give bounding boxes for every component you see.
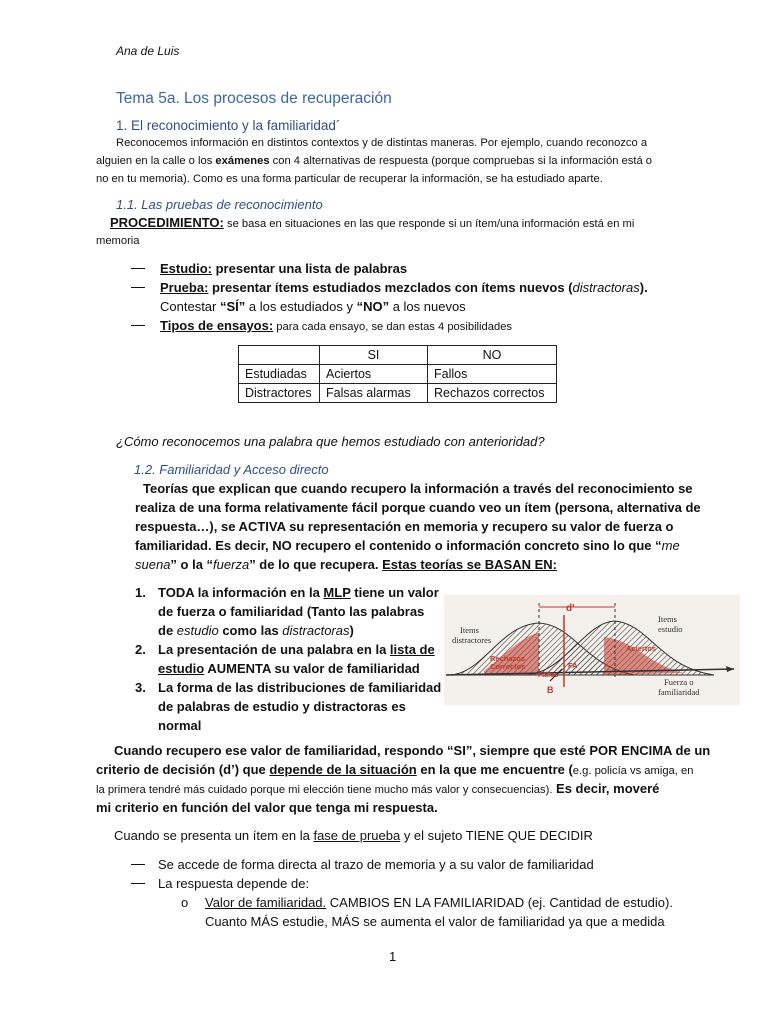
table-header-cell: NO (428, 346, 557, 365)
trial-types-table (238, 345, 557, 403)
list-item-3-line-1: La forma de las distribuciones de familiaridad (158, 680, 442, 695)
section-1-line-2: alguien en la calle o los exámenes con 4 alternativas de respuesta (porque compruebas si la información está o (96, 155, 652, 167)
para2-line-4: mi criterio en función del valor que tenga mi respuesta. (96, 800, 438, 815)
bullet-estudio: Estudio: presentar una lista de palabras (160, 261, 408, 276)
page-number: 1 (389, 949, 397, 964)
axis-label: Fuerza o (664, 677, 694, 687)
table-header-cell (239, 346, 320, 365)
list-item-3-line-3: normal (158, 718, 202, 733)
sub-bullet-valor: Valor de familiaridad. CAMBIOS EN LA FAMILIARIDAD (ej. Cantidad de estudio). (205, 895, 673, 910)
aciertos-label: Aciertos (626, 644, 657, 653)
items-estudio-label: Items (658, 614, 677, 624)
section-1-line-1: Reconocemos información en distintos contextos y de distintas maneras. Por ejemplo, cuando reconozco a (116, 137, 648, 149)
section-1-2-line-5: suena” o la “fuerza” de lo que recupera. Estas teorías se BASAN EN: (135, 557, 557, 572)
table-row (239, 384, 557, 403)
list-item-2-line-2: estudio AUMENTA su valor de familiaridad (158, 661, 420, 676)
section-1-2-line-1: Teorías que explican que cuando recupero la información a través del reconocimiento se (143, 481, 693, 496)
fallos-label: Fallos (538, 672, 559, 679)
bullet-dash (131, 864, 145, 865)
list-item-1-line-2: de fuerza o familiaridad (Tanto las palabras (158, 604, 425, 619)
para2-line-1: Cuando recupero ese valor de familiaridad, respondo “SI”, siempre que esté POR ENCIMA de un (114, 743, 711, 758)
bullet-dash (131, 883, 145, 884)
table-cell: Falsas alarmas (320, 384, 428, 403)
table-header-row (239, 346, 557, 365)
header-author: Ana de Luis (116, 44, 180, 58)
section-1-line-3: no en tu memoria). Como es una forma particular de recuperar la información, se ha estudiado aparte. (96, 173, 603, 185)
list-number: 1. (135, 585, 146, 600)
section-1-2-line-2: realiza de una forma relativamente fácil porque cuando veo un ítem (persona, alternativa de (135, 500, 701, 515)
axis-label-2: familiaridad (658, 687, 700, 697)
section-1-heading: 1. El reconocimiento y la familiaridad´ (116, 118, 341, 133)
procedure-line: PROCEDIMIENTO: se basa en situaciones en las que responde si un ítem/una información está en mi (110, 215, 635, 230)
list-item-2-line-1: La presentación de una palabra en la lista de (158, 642, 435, 657)
d-prime-label: d' (566, 603, 575, 614)
table-row (239, 365, 557, 384)
bullet-prueba: Prueba: presentar ítems estudiados mezclados con ítems nuevos (distractoras). (160, 280, 648, 295)
table-cell: Estudiadas (239, 365, 320, 384)
items-distractores-label-2: distractores (452, 635, 492, 645)
sub-bullet-valor-line-2: Cuanto MÁS estudie, MÁS se aumenta el valor de familiaridad ya que a medida (205, 914, 665, 929)
bullet-prueba-line-2: Contestar “SÍ” a los estudiados y “NO” a los nuevos (160, 299, 466, 314)
table-cell: Fallos (428, 365, 557, 384)
b-label: B (547, 685, 554, 695)
section-1-2-line-3: respuesta…), se ACTIVA su representación en memoria y recupero su valor de fuerza o (135, 519, 674, 534)
items-estudio-label-2: estudio (658, 624, 683, 634)
list-number: 3. (135, 680, 146, 695)
para3-line: Cuando se presenta un ítem en la fase de prueba y el sujeto TIENE QUE DECIDIR (114, 828, 593, 843)
list-item-3-line-2: de palabras de estudio y distractoras es (158, 699, 406, 714)
table-header-cell: SI (320, 346, 428, 365)
bullet-dash (131, 268, 145, 269)
rechazos-correctos-label: Rechazos (490, 654, 526, 663)
list-number: 2. (135, 642, 146, 657)
fa-label: FA (568, 661, 578, 670)
familiarity-distribution-figure (444, 595, 740, 705)
bullet-tipos: Tipos de ensayos: para cada ensayo, se dan estas 4 posibilidades (160, 318, 513, 333)
section-1-1-heading: 1.1. Las pruebas de reconocimiento (116, 197, 323, 212)
bullet-respuesta: La respuesta depende de: (158, 876, 310, 891)
page-title: Tema 5a. Los procesos de recuperación (116, 90, 392, 107)
table-cell: Rechazos correctos (428, 384, 557, 403)
procedure-line-2: memoria (96, 235, 140, 247)
para2-line-3: la primera tendré más cuidado porque mi elección tiene mucho más valor y consecuencias). Es decir, moveré (96, 781, 660, 796)
rechazos-correctos-label-2: Correctos (490, 662, 526, 671)
section-1-2-line-4: familiaridad. Es decir, NO recupero el contenido o información concreto sino lo que “me (135, 538, 680, 553)
sub-bullet-marker: o (181, 895, 189, 910)
question-line: ¿Cómo reconocemos una palabra que hemos estudiado con anterioridad? (116, 434, 545, 449)
list-item-1-line-1: TODA la información en la MLP tiene un valor (158, 585, 439, 600)
table-cell: Distractores (239, 384, 320, 403)
bullet-dash (131, 287, 145, 288)
section-1-2-heading: 1.2. Familiaridad y Acceso directo (134, 462, 329, 477)
bullet-dash (131, 325, 145, 326)
bullet-acceso-directo: Se accede de forma directa al trazo de memoria y a su valor de familiaridad (158, 857, 594, 872)
list-item-1-line-3: de estudio como las distractoras) (158, 623, 354, 638)
para2-line-2: criterio de decisión (d’) que depende de la situación en la que me encuentre (e.g. policía vs amiga, en (96, 762, 694, 777)
items-distractores-label: Items (460, 625, 479, 635)
table-cell: Aciertos (320, 365, 428, 384)
